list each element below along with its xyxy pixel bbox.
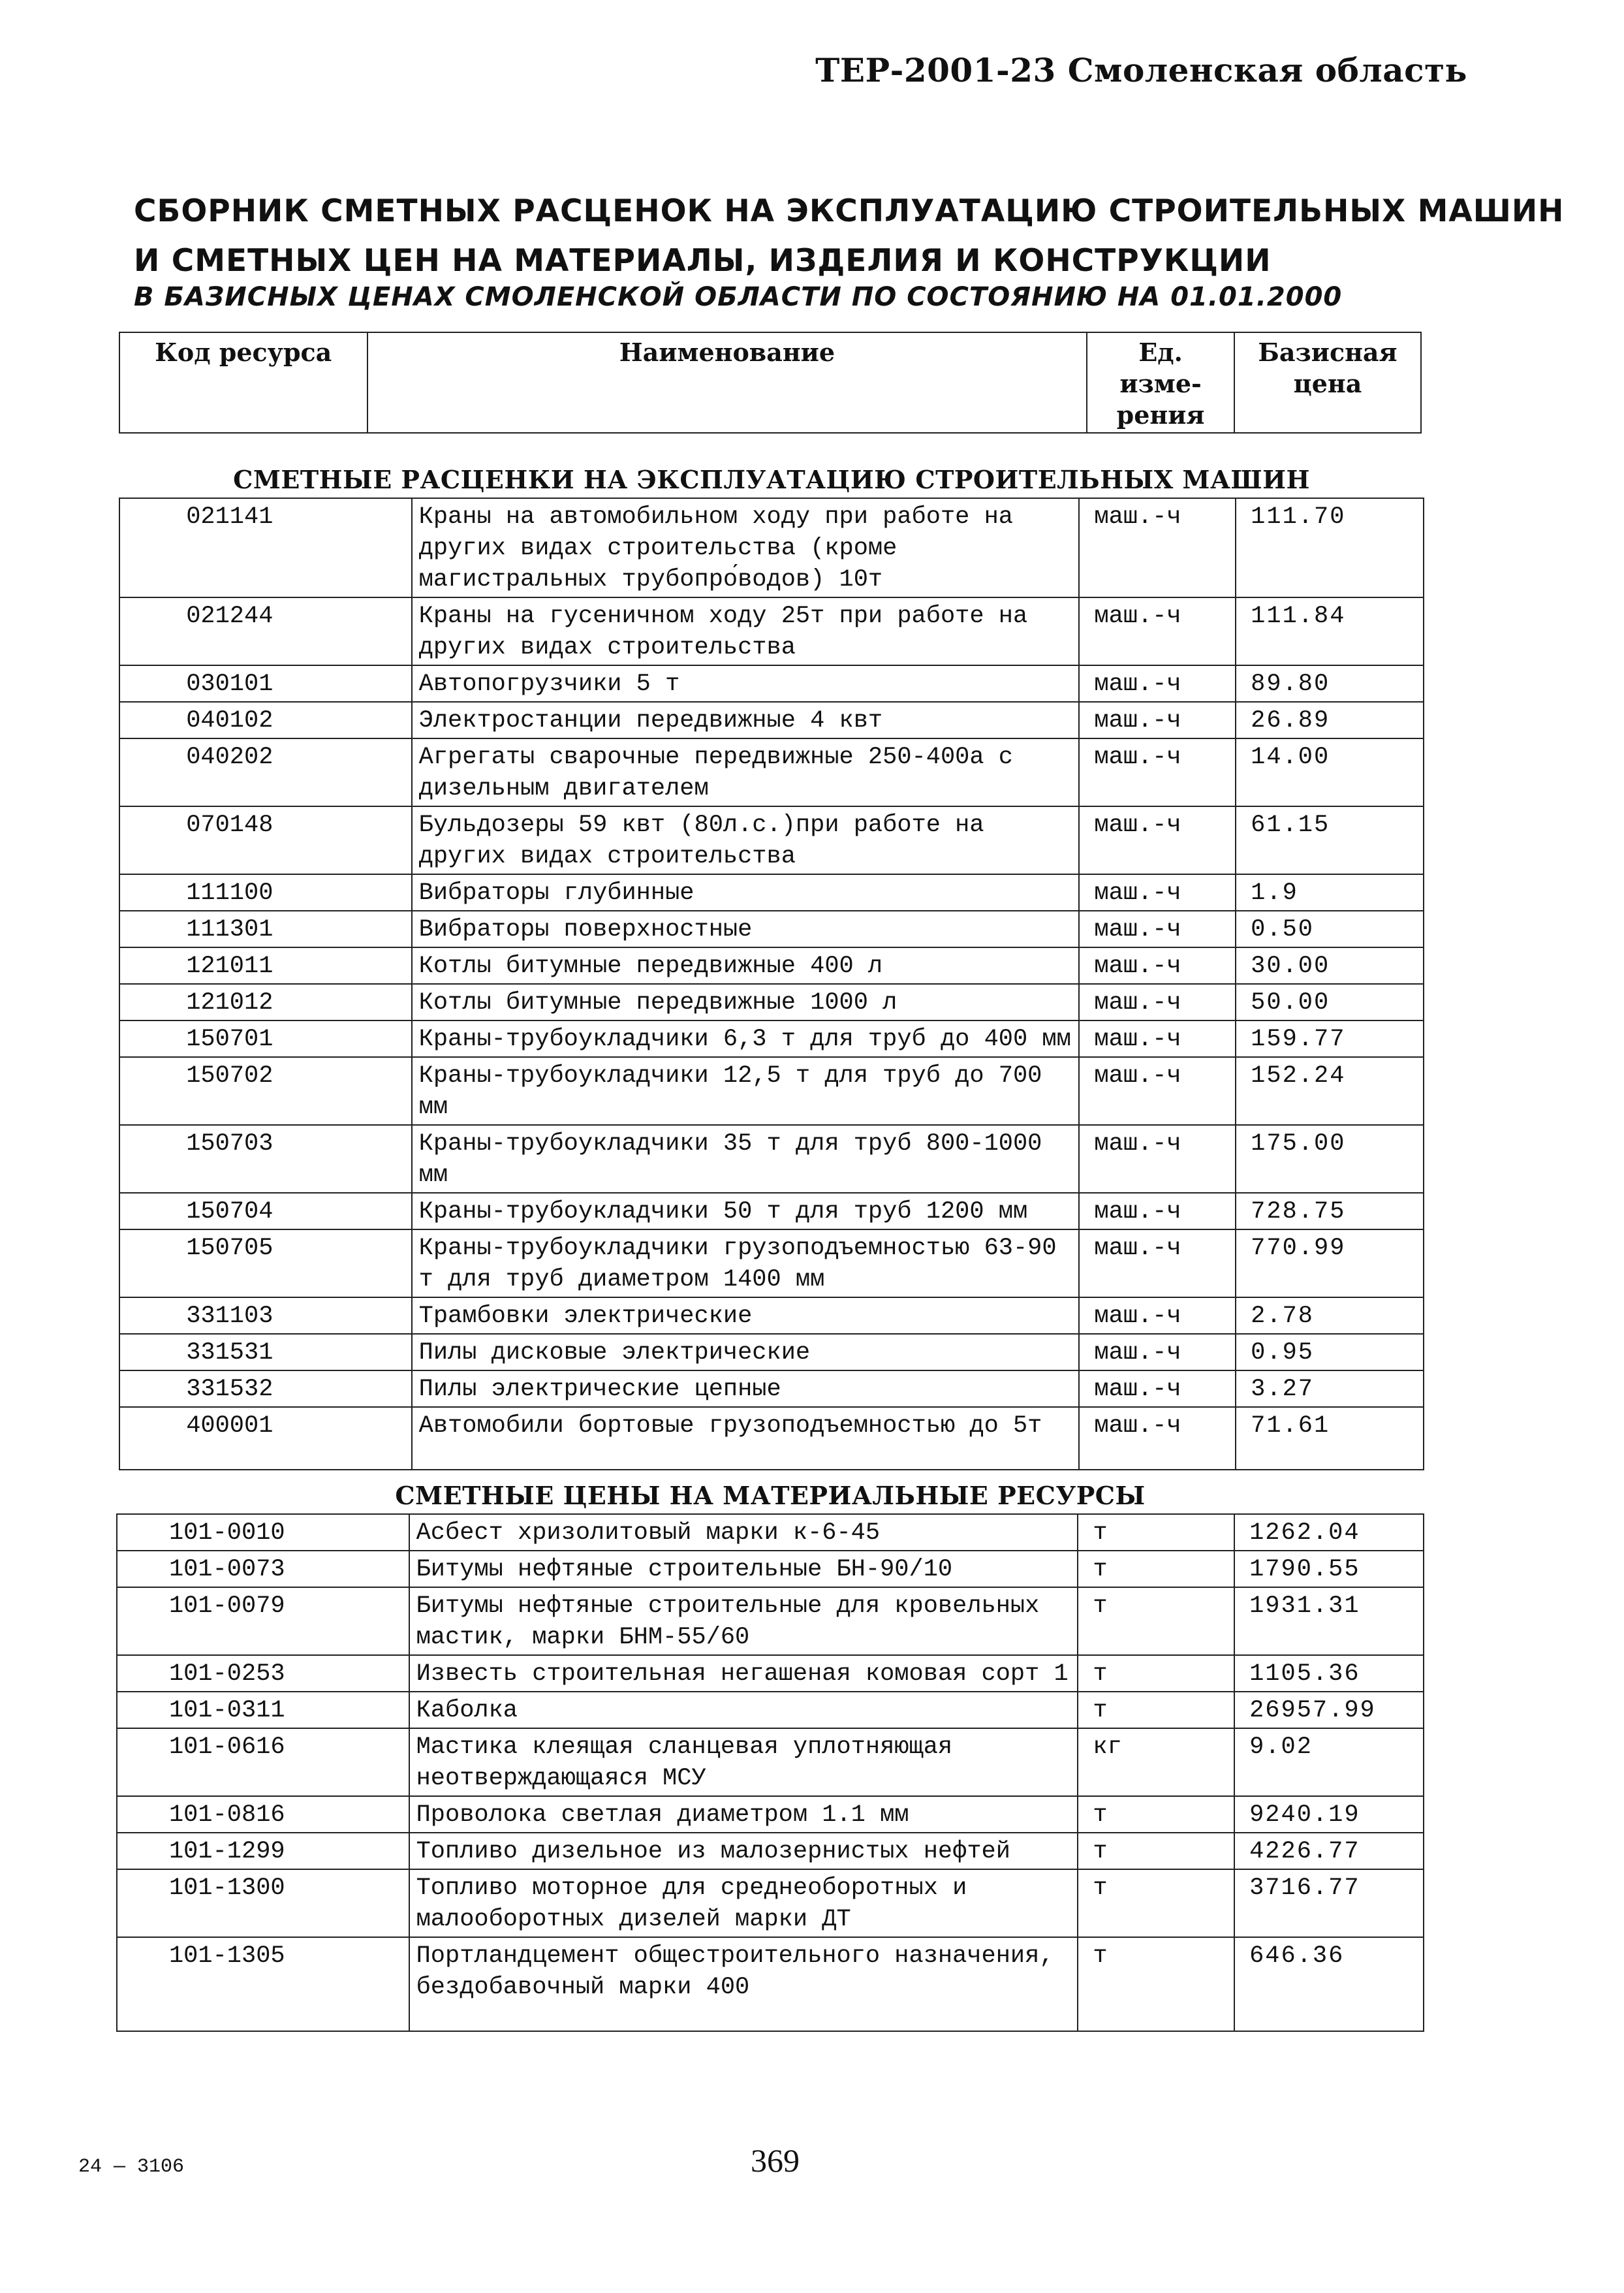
resource-code: 150701: [119, 1020, 412, 1057]
resource-price: 1.9: [1236, 874, 1424, 911]
resource-name: Известь строительная негашеная комовая сорт 1: [409, 1655, 1078, 1692]
resource-unit: т: [1078, 1514, 1234, 1551]
resource-price: 175.00: [1236, 1125, 1424, 1193]
resource-unit: т: [1078, 1692, 1234, 1728]
document-code: 24 — 3106: [78, 2156, 185, 2178]
resource-unit: маш.-ч: [1079, 911, 1236, 947]
resource-unit: маш.-ч: [1079, 1057, 1236, 1125]
resource-price: 728.75: [1236, 1193, 1424, 1229]
resource-code: 021244: [119, 597, 412, 665]
resource-price: 111.70: [1236, 498, 1424, 597]
resource-name: Краны-трубоукладчики 35 т для труб 800-1000 мм: [412, 1125, 1080, 1193]
table-row: [119, 874, 1424, 911]
resource-code: 150705: [119, 1229, 412, 1297]
table-row: [119, 984, 1424, 1020]
table-row: [117, 1869, 1424, 1937]
document-header: ТЕР-2001-23 Смоленская область: [815, 51, 1467, 89]
resource-code: 400001: [119, 1407, 412, 1470]
collection-subtitle: В БАЗИСНЫХ ЦЕНАХ СМОЛЕНСКОЙ ОБЛАСТИ ПО СОСТОЯНИЮ НА 01.01.2000: [134, 282, 1343, 312]
table-row: [119, 1297, 1424, 1334]
machines-table: [119, 498, 1424, 1470]
resource-price: 1790.55: [1234, 1551, 1424, 1587]
resource-name: Автомобили бортовые грузоподъемностью до 5т: [412, 1407, 1080, 1470]
resource-price: 3.27: [1236, 1370, 1424, 1407]
resource-name: Электростанции передвижные 4 квт: [412, 702, 1080, 738]
table-row: [117, 1587, 1424, 1655]
resource-unit: маш.-ч: [1079, 806, 1236, 874]
table-row: [119, 911, 1424, 947]
resource-price: 9240.19: [1234, 1796, 1424, 1833]
resource-name: Битумы нефтяные строительные для кровельных мастик, марки БНМ-55/60: [409, 1587, 1078, 1655]
resource-price: 159.77: [1236, 1020, 1424, 1057]
resource-code: 111100: [119, 874, 412, 911]
resource-price: 50.00: [1236, 984, 1424, 1020]
resource-code: 030101: [119, 665, 412, 702]
resource-price: 26.89: [1236, 702, 1424, 738]
resource-price: 0.95: [1236, 1334, 1424, 1370]
table-row: [119, 1057, 1424, 1125]
resource-code: 040202: [119, 738, 412, 806]
resource-name: Котлы битумные передвижные 1000 л: [412, 984, 1080, 1020]
resource-unit: т: [1078, 1655, 1234, 1692]
page-number: 369: [751, 2142, 800, 2179]
resource-name: Пилы дисковые электрические: [412, 1334, 1080, 1370]
resource-unit: маш.-ч: [1079, 947, 1236, 984]
resource-unit: т: [1078, 1796, 1234, 1833]
resource-code: 331532: [119, 1370, 412, 1407]
resource-unit: т: [1078, 1551, 1234, 1587]
resource-name: Битумы нефтяные строительные БН-90/10: [409, 1551, 1078, 1587]
resource-code: 331103: [119, 1297, 412, 1334]
resource-code: 101-0073: [117, 1551, 409, 1587]
resource-code: 101-1299: [117, 1833, 409, 1869]
resource-code: 150702: [119, 1057, 412, 1125]
table-row: [117, 1937, 1424, 2031]
resource-name: Каболка: [409, 1692, 1078, 1728]
resource-price: 152.24: [1236, 1057, 1424, 1125]
column-header-price: Базисная цена: [1234, 332, 1421, 433]
resource-price: 9.02: [1234, 1728, 1424, 1796]
resource-unit: маш.-ч: [1079, 874, 1236, 911]
table-row: [119, 1193, 1424, 1229]
resource-price: 71.61: [1236, 1407, 1424, 1470]
resource-code: 040102: [119, 702, 412, 738]
resource-unit: маш.-ч: [1079, 984, 1236, 1020]
table-row: [117, 1796, 1424, 1833]
table-row: [119, 947, 1424, 984]
resource-name: Вибраторы глубинные: [412, 874, 1080, 911]
resource-price: 3716.77: [1234, 1869, 1424, 1937]
resource-code: 101-1305: [117, 1937, 409, 2031]
resource-price: 4226.77: [1234, 1833, 1424, 1869]
resource-code: 121011: [119, 947, 412, 984]
materials-table: [116, 1513, 1424, 2032]
table-row: [117, 1551, 1424, 1587]
resource-unit: маш.-ч: [1079, 1193, 1236, 1229]
resource-code: 101-0816: [117, 1796, 409, 1833]
table-row: [117, 1514, 1424, 1551]
resource-price: 30.00: [1236, 947, 1424, 984]
materials-section-title: СМЕТНЫЕ ЦЕНЫ НА МАТЕРИАЛЬНЫЕ РЕСУРСЫ: [395, 1481, 1146, 1510]
resource-unit: кг: [1078, 1728, 1234, 1796]
resource-name: Автопогрузчики 5 т: [412, 665, 1080, 702]
table-row: [119, 1370, 1424, 1407]
resource-price: 89.80: [1236, 665, 1424, 702]
resource-code: 021141: [119, 498, 412, 597]
collection-title-line2: И СМЕТНЫХ ЦЕН НА МАТЕРИАЛЫ, ИЗДЕЛИЯ И КОНСТРУКЦИИ: [134, 243, 1272, 279]
column-header-table: [119, 332, 1422, 434]
resource-price: 111.84: [1236, 597, 1424, 665]
resource-code: 121012: [119, 984, 412, 1020]
resource-name: Краны на автомобильном ходу при работе на других видах строительства (кроме магистральных трубопро́водов) 10т: [412, 498, 1080, 597]
resource-code: 101-0010: [117, 1514, 409, 1551]
resource-unit: маш.-ч: [1079, 702, 1236, 738]
table-row: [117, 1833, 1424, 1869]
resource-code: 101-1300: [117, 1869, 409, 1937]
column-header-name: Наименование: [367, 332, 1087, 433]
resource-price: 0.50: [1236, 911, 1424, 947]
table-row: [119, 1334, 1424, 1370]
resource-code: 331531: [119, 1334, 412, 1370]
resource-name: Краны-трубоукладчики 6,3 т для труб до 400 мм: [412, 1020, 1080, 1057]
resource-name: Трамбовки электрические: [412, 1297, 1080, 1334]
resource-unit: т: [1078, 1587, 1234, 1655]
resource-unit: маш.-ч: [1079, 1297, 1236, 1334]
resource-name: Топливо дизельное из малозернистых нефтей: [409, 1833, 1078, 1869]
resource-unit: маш.-ч: [1079, 738, 1236, 806]
collection-title-line1: СБОРНИК СМЕТНЫХ РАСЦЕНОК НА ЭКСПЛУАТАЦИЮ СТРОИТЕЛЬНЫХ МАШИН: [134, 193, 1565, 229]
table-row: [119, 597, 1424, 665]
table-row: [119, 1020, 1424, 1057]
resource-unit: маш.-ч: [1079, 665, 1236, 702]
resource-unit: маш.-ч: [1079, 1370, 1236, 1407]
resource-unit: т: [1078, 1833, 1234, 1869]
resource-unit: маш.-ч: [1079, 1125, 1236, 1193]
resource-price: 1262.04: [1234, 1514, 1424, 1551]
resource-price: 14.00: [1236, 738, 1424, 806]
resource-name: Агрегаты сварочные передвижные 250-400а с дизельным двигателем: [412, 738, 1080, 806]
table-row: [117, 1655, 1424, 1692]
resource-name: Котлы битумные передвижные 400 л: [412, 947, 1080, 984]
resource-code: 111301: [119, 911, 412, 947]
resource-name: Асбест хризолитовый марки к-6-45: [409, 1514, 1078, 1551]
column-header-code: Код ресурса: [119, 332, 367, 433]
table-row: [119, 498, 1424, 597]
resource-code: 150703: [119, 1125, 412, 1193]
resource-name: Краны-трубоукладчики 12,5 т для труб до 700 мм: [412, 1057, 1080, 1125]
resource-name: Проволока светлая диаметром 1.1 мм: [409, 1796, 1078, 1833]
machines-section-title: СМЕТНЫЕ РАСЦЕНКИ НА ЭКСПЛУАТАЦИЮ СТРОИТЕЛЬНЫХ МАШИН: [233, 465, 1310, 494]
resource-unit: маш.-ч: [1079, 1229, 1236, 1297]
resource-price: 646.36: [1234, 1937, 1424, 2031]
resource-unit: т: [1078, 1937, 1234, 2031]
resource-name: Портландцемент общестроительного назначения, бездобавочный марки 400: [409, 1937, 1078, 2031]
resource-unit: маш.-ч: [1079, 1334, 1236, 1370]
resource-price: 1105.36: [1234, 1655, 1424, 1692]
resource-name: Топливо моторное для среднеоборотных и малооборотных дизелей марки ДТ: [409, 1869, 1078, 1937]
table-row: [119, 806, 1424, 874]
resource-unit: т: [1078, 1869, 1234, 1937]
table-row: [119, 702, 1424, 738]
resource-code: 070148: [119, 806, 412, 874]
resource-name: Мастика клеящая сланцевая уплотняющая неотверждающаяся МСУ: [409, 1728, 1078, 1796]
resource-code: 150704: [119, 1193, 412, 1229]
resource-code: 101-0311: [117, 1692, 409, 1728]
resource-code: 101-0616: [117, 1728, 409, 1796]
resource-name: Пилы электрические цепные: [412, 1370, 1080, 1407]
column-header-unit: Ед. изме- рения: [1087, 332, 1234, 433]
resource-code: 101-0253: [117, 1655, 409, 1692]
resource-unit: маш.-ч: [1079, 498, 1236, 597]
resource-unit: маш.-ч: [1079, 597, 1236, 665]
resource-price: 2.78: [1236, 1297, 1424, 1334]
resource-name: Краны на гусеничном ходу 25т при работе на других видах строительства: [412, 597, 1080, 665]
table-row: [119, 738, 1424, 806]
table-row: [119, 665, 1424, 702]
table-row: [119, 1407, 1424, 1470]
resource-price: 1931.31: [1234, 1587, 1424, 1655]
resource-unit: маш.-ч: [1079, 1407, 1236, 1470]
resource-name: Краны-трубоукладчики грузоподъемностью 63-90 т для труб диаметром 1400 мм: [412, 1229, 1080, 1297]
resource-unit: маш.-ч: [1079, 1020, 1236, 1057]
resource-name: Бульдозеры 59 квт (80л.с.)при работе на других видах строительства: [412, 806, 1080, 874]
resource-name: Вибраторы поверхностные: [412, 911, 1080, 947]
resource-price: 26957.99: [1234, 1692, 1424, 1728]
table-row: [117, 1728, 1424, 1796]
resource-price: 61.15: [1236, 806, 1424, 874]
resource-name: Краны-трубоукладчики 50 т для труб 1200 мм: [412, 1193, 1080, 1229]
table-row: [119, 1229, 1424, 1297]
resource-code: 101-0079: [117, 1587, 409, 1655]
table-row: [117, 1692, 1424, 1728]
resource-price: 770.99: [1236, 1229, 1424, 1297]
table-row: [119, 1125, 1424, 1193]
